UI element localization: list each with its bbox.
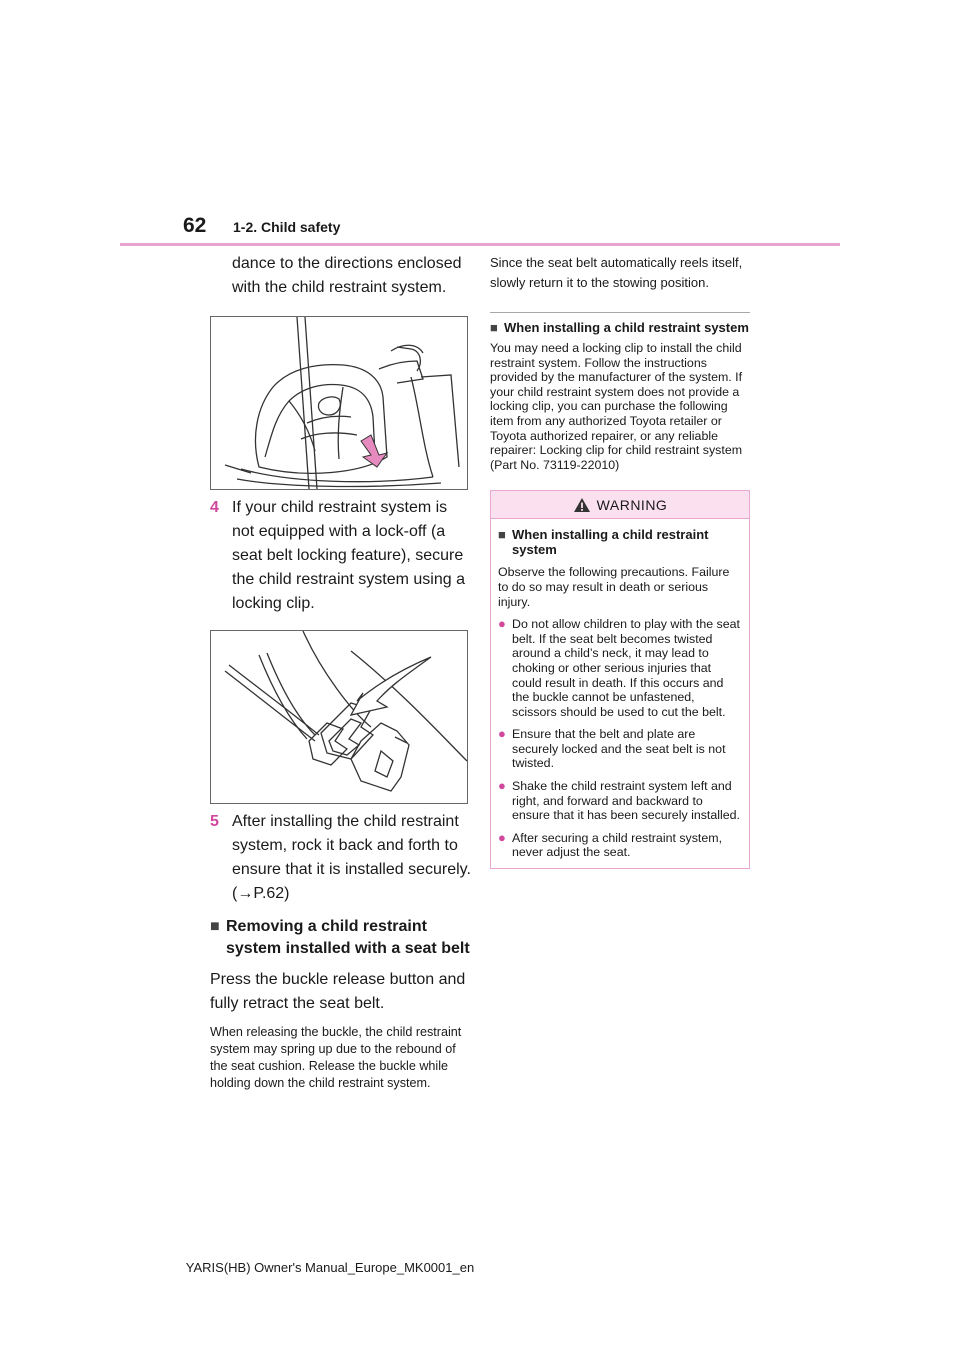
step-4-number: 4 <box>210 499 219 516</box>
warning-heading-text: When installing a child restraint system <box>512 527 709 558</box>
footer-text: YARIS(HB) Owner's Manual_Europe_MK0001_en <box>185 1260 475 1275</box>
warning-bullet <box>498 727 742 771</box>
warning-heading <box>498 527 742 557</box>
warning-bullet <box>498 831 742 860</box>
square-icon: ■ <box>210 918 220 935</box>
intro-text: dance to the directions enclosed with the child restraint system. <box>232 255 462 296</box>
page-number: 62 <box>183 214 207 237</box>
warning-bullet-text: Shake the child restraint system left and right, and forward and backward to ensure that it has been securely installed. <box>512 779 740 823</box>
warning-bullet-text: Ensure that the belt and plate are securely locked and the seat belt is not twisted. <box>512 727 726 771</box>
warning-title: WARNING <box>596 496 668 513</box>
header-rule <box>120 243 840 246</box>
square-icon: ■ <box>498 527 506 543</box>
warning-bullet <box>498 617 742 719</box>
bullet-icon: ● <box>498 778 506 794</box>
warning-box <box>490 490 750 869</box>
warning-icon <box>573 497 591 513</box>
divider <box>490 312 750 313</box>
warning-bullet <box>498 779 742 823</box>
warning-body <box>491 519 749 868</box>
installing-heading-text: When installing a child restraint system <box>504 320 749 335</box>
installing-text: You may need a locking clip to install the child restraint system. Follow the instructions provided by the manufacturer of the system. If your child restraint system does not provide a locking clip, you can purchase the following item from any authorized Toyota retailer or Toyota authorized repairer, or any reliable repairer: Locking clip for child restraint system (Part No. 73119-22010) <box>490 341 743 472</box>
step-4 <box>210 496 472 616</box>
bullet-icon: ● <box>498 829 506 845</box>
removing-heading <box>210 916 472 960</box>
step-5-text: After installing the child restraint system, rock it back and forth to ensure that it is installed securely. (→P.62) <box>232 813 471 902</box>
removing-text: Press the buckle release button and fully retract the seat belt. <box>210 971 466 1012</box>
removing-note: When releasing the buckle, the child restraint system may spring up due to the rebound of the seat cushion. Release the buckle while holding down the child restraint system. <box>210 1025 462 1090</box>
stow-text: Since the seat belt automatically reels itself, slowly return it to the stowing position. <box>490 255 743 290</box>
removing-heading-text: Removing a child restraint system installed with a seat belt <box>226 918 470 957</box>
step-4-text: If your child restraint system is not equipped with a lock-off (a seat belt locking feature), secure the child restraint system using a locking clip. <box>232 499 465 612</box>
child-seat-illustration <box>210 316 468 490</box>
locking-clip-illustration <box>210 630 468 804</box>
bullet-icon: ● <box>498 726 506 742</box>
locking-clip-image <box>211 631 467 803</box>
installing-heading <box>490 320 752 335</box>
right-column <box>490 252 752 869</box>
step-5-number: 5 <box>210 813 219 830</box>
warning-intro: Observe the following precautions. Failure to do so may result in death or serious injury. <box>498 565 730 609</box>
warning-bullet-text: Do not allow children to play with the seat belt. If the seat belt becomes twisted around a child’s neck, it may lead to choking or other serious injuries that could result in death. If this occurs and the buckle cannot be unfastened, scissors should be used to cut the belt. <box>512 617 740 719</box>
square-icon: ■ <box>490 320 498 335</box>
child-seat-image <box>211 317 467 489</box>
left-column <box>210 252 472 1092</box>
warning-header <box>491 491 749 519</box>
step-5 <box>210 810 472 906</box>
section-title: 1-2. Child safety <box>233 219 341 235</box>
bullet-icon: ● <box>498 616 506 632</box>
warning-bullet-text: After securing a child restraint system, never adjust the seat. <box>512 830 723 860</box>
